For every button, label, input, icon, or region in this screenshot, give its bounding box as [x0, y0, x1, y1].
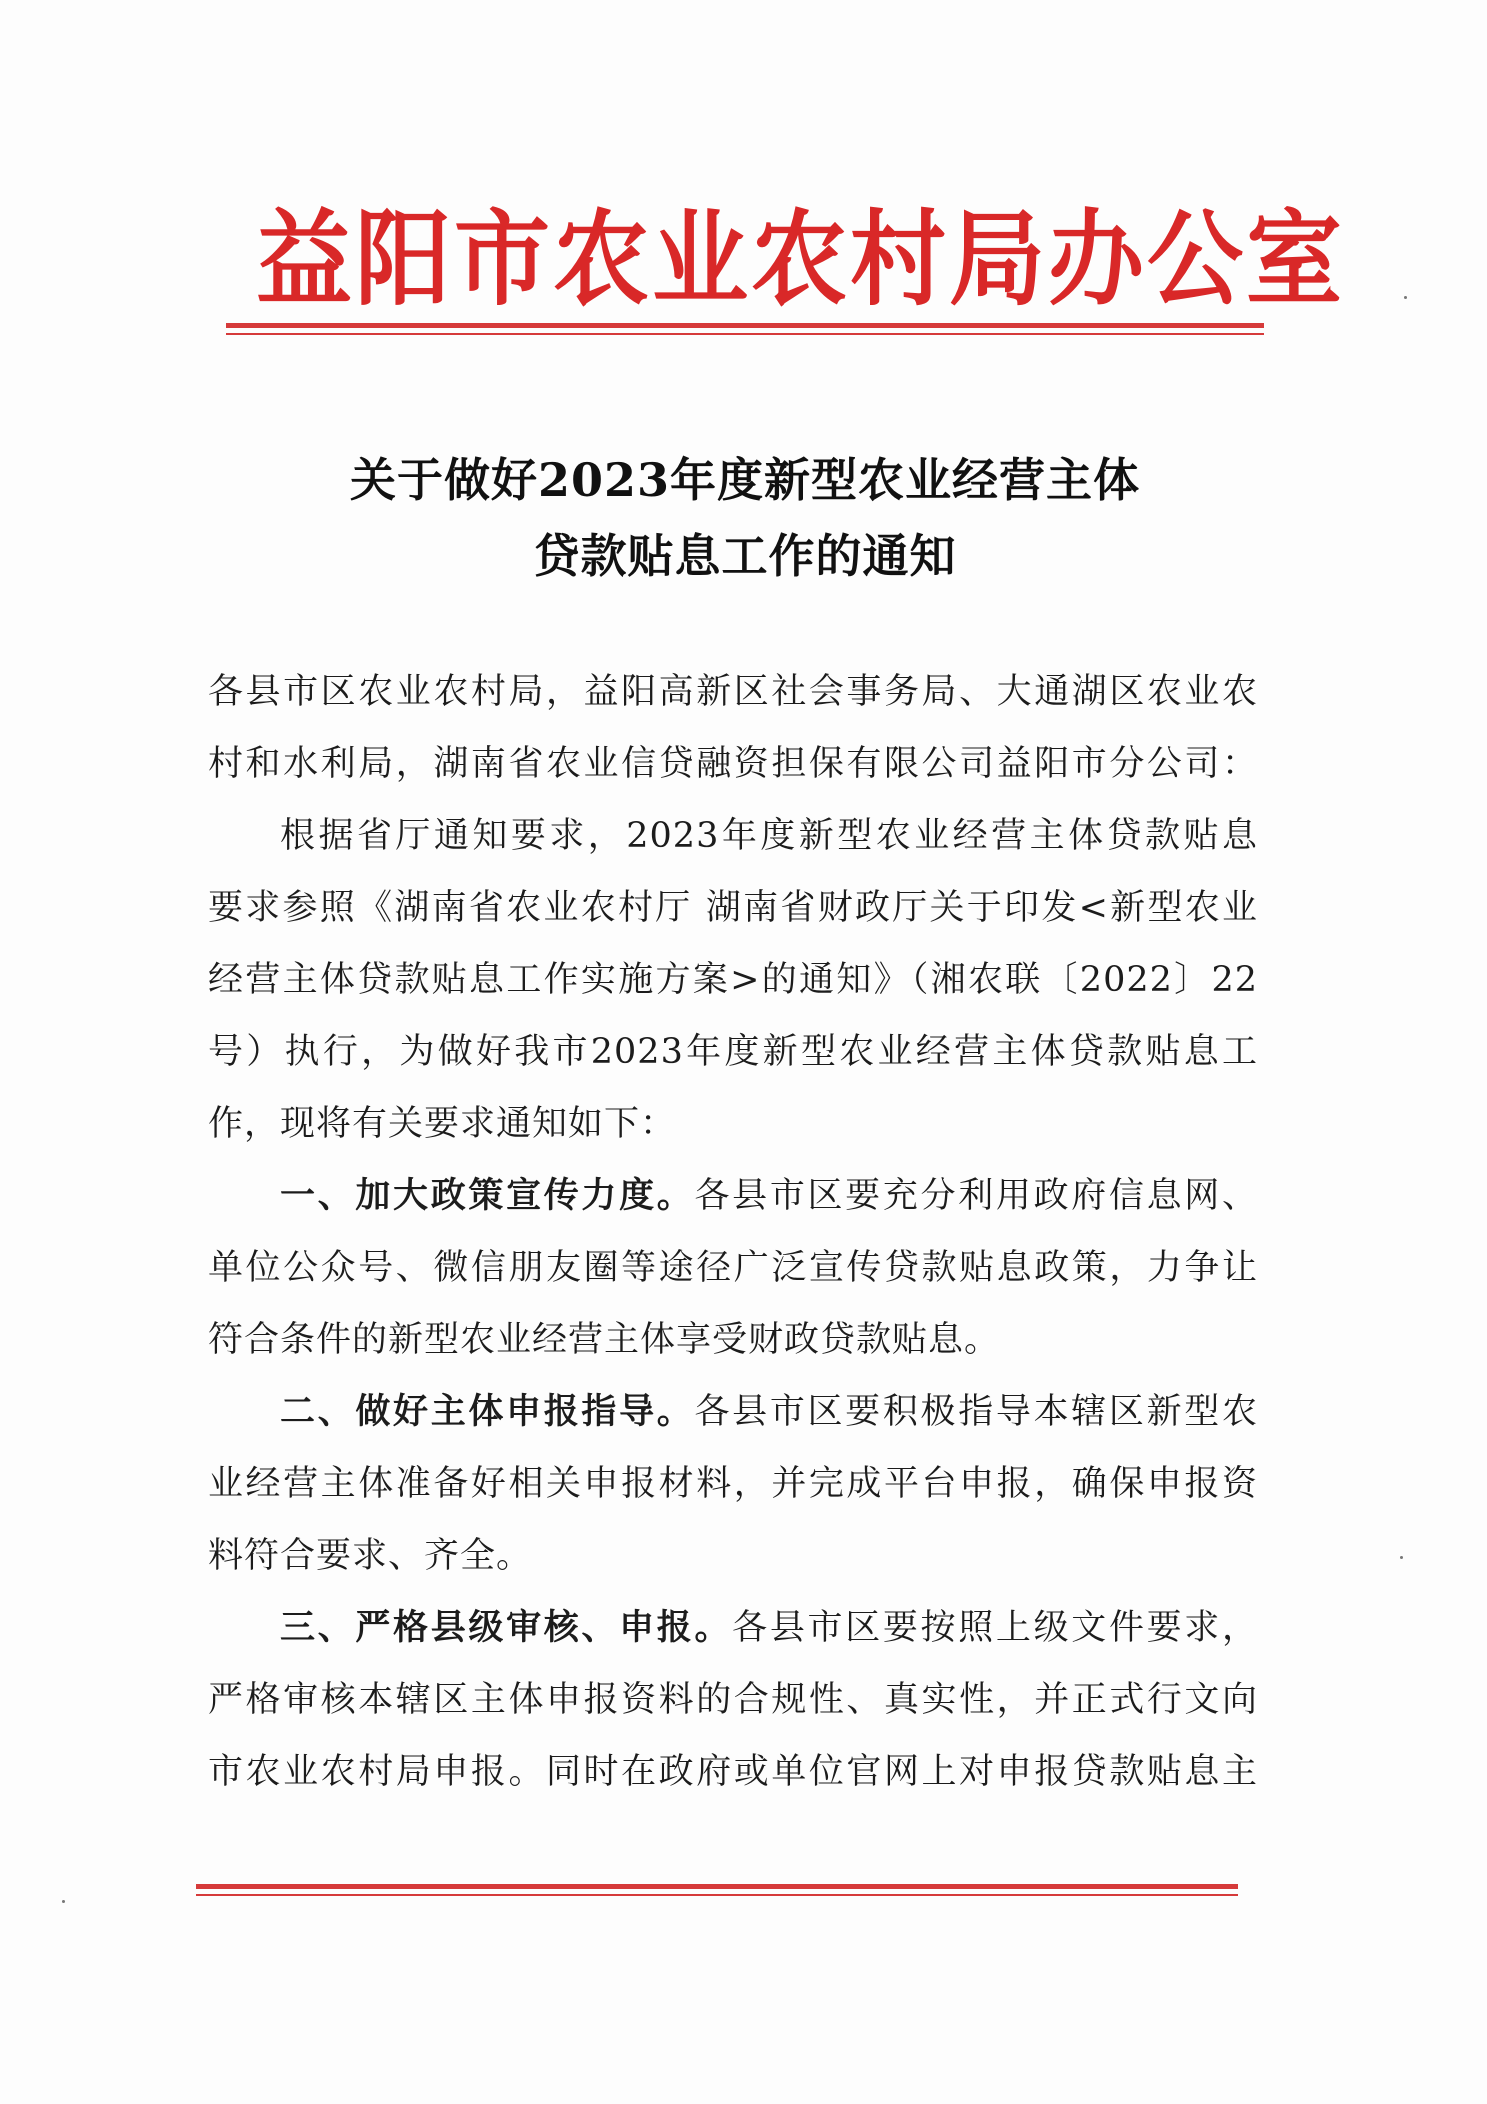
scan-speck — [1400, 1556, 1403, 1559]
section-1-line-1 — [280, 1170, 1258, 1222]
section-3-line-3: 市农业农村局申报。同时在政府或单位官网上对申报贷款贴息主 — [208, 1752, 1258, 1792]
letterhead-red-rule-thin — [226, 333, 1264, 335]
intro-line-2: 要求参照《湖南省农业农村厅 湖南省财政厅关于印发<新型农业 — [208, 888, 1258, 928]
scan-speck — [1404, 296, 1407, 299]
section-2-text: 各县市区要积极指导本辖区新型农 — [694, 1392, 1258, 1432]
section-1-line-2: 单位公众号、微信朋友圈等途径广泛宣传贷款贴息政策，力争让 — [208, 1248, 1258, 1288]
section-1-text: 各县市区要充分利用政府信息网、 — [694, 1176, 1258, 1216]
section-2-line-1 — [280, 1386, 1258, 1438]
intro-line-1: 根据省厅通知要求，2023年度新型农业经营主体贷款贴息 — [280, 816, 1258, 856]
notice-title-line-1: 关于做好2023年度新型农业经营主体 — [349, 453, 1141, 507]
letterhead-red-rule-thick — [226, 323, 1264, 328]
intro-line-3: 经营主体贷款贴息工作实施方案>的通知》（湘农联〔2022〕22 — [208, 960, 1258, 1000]
recipients-line-1: 各县市区农业农村局，益阳高新区社会事务局、大通湖区农业农 — [208, 672, 1258, 712]
scan-speck — [62, 1900, 65, 1903]
section-2-heading: 二、做好主体申报指导。 — [280, 1392, 695, 1432]
letterhead-org-name: 益阳市农业农村局办公室 — [256, 197, 1345, 320]
section-3-text: 各县市区要按照上级文件要求， — [732, 1608, 1258, 1648]
notice-title-line-2: 贷款贴息工作的通知 — [533, 529, 957, 583]
section-2-line-3: 料符合要求、齐全。 — [208, 1536, 533, 1576]
section-3-line-1 — [280, 1602, 1258, 1654]
intro-line-4: 号）执行，为做好我市2023年度新型农业经营主体贷款贴息工 — [208, 1032, 1258, 1072]
footer-red-rule-thick — [196, 1884, 1238, 1889]
footer-red-rule-thin — [196, 1894, 1238, 1896]
section-3-line-2: 严格审核本辖区主体申报资料的合规性、真实性，并正式行文向 — [208, 1680, 1258, 1720]
intro-line-5: 作，现将有关要求通知如下： — [208, 1104, 677, 1144]
section-2-line-2: 业经营主体准备好相关申报材料，并完成平台申报，确保申报资 — [208, 1464, 1258, 1504]
section-1-heading: 一、加大政策宣传力度。 — [280, 1176, 695, 1216]
recipients-line-2: 村和水利局，湖南省农业信贷融资担保有限公司益阳市分公司： — [208, 744, 1258, 784]
section-3-heading: 三、严格县级审核、申报。 — [280, 1608, 733, 1648]
section-1-line-3: 符合条件的新型农业经营主体享受财政贷款贴息。 — [208, 1320, 1001, 1360]
